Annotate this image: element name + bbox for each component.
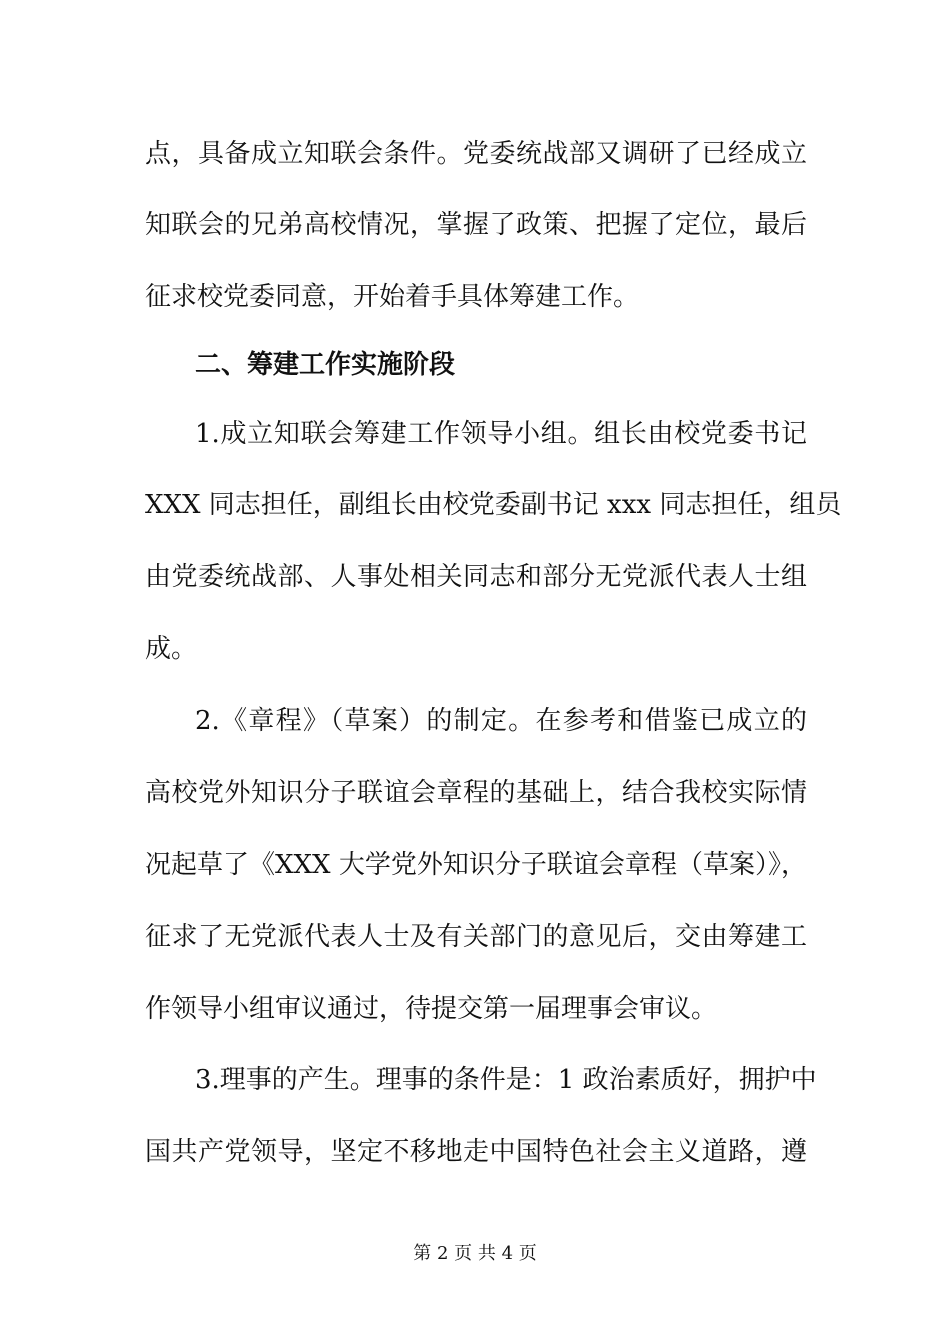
- body-line-13: 作领导小组审议通过，待提交第一届理事会审议。: [145, 994, 718, 1024]
- section-heading: 二、筹建工作实施阶段: [195, 350, 456, 380]
- body-line-9: 2.《章程》（草案）的制定。在参考和借鉴已成立的: [195, 706, 807, 736]
- body-line-2: 知联会的兄弟高校情况，掌握了政策、把握了定位，最后: [145, 210, 807, 240]
- page-footer: 第 2 页 共 4 页: [413, 1243, 537, 1264]
- body-line-15: 国共产党领导，坚定不移地走中国特色社会主义道路，遵: [145, 1137, 807, 1167]
- body-line-6: XXX 同志担任，副组长由校党委副书记 xxx 同志担任，组员: [145, 490, 842, 520]
- body-line-1: 点，具备成立知联会条件。党委统战部又调研了已经成立: [145, 139, 807, 169]
- body-line-12: 征求了无党派代表人士及有关部门的意见后，交由筹建工: [145, 922, 807, 952]
- body-line-11: 况起草了《XXX 大学党外知识分子联谊会章程（草案）》，: [145, 850, 807, 880]
- body-line-10: 高校党外知识分子联谊会章程的基础上，结合我校实际情: [145, 778, 807, 808]
- body-line-3: 征求校党委同意，开始着手具体筹建工作。: [145, 282, 640, 312]
- body-line-7: 由党委统战部、人事处相关同志和部分无党派代表人士组: [145, 562, 807, 592]
- body-line-8: 成。: [145, 634, 198, 664]
- body-line-5: 1.成立知联会筹建工作领导小组。组长由校党委书记: [195, 419, 807, 449]
- body-line-14: 3.理事的产生。理事的条件是：1 政治素质好，拥护中: [195, 1065, 817, 1095]
